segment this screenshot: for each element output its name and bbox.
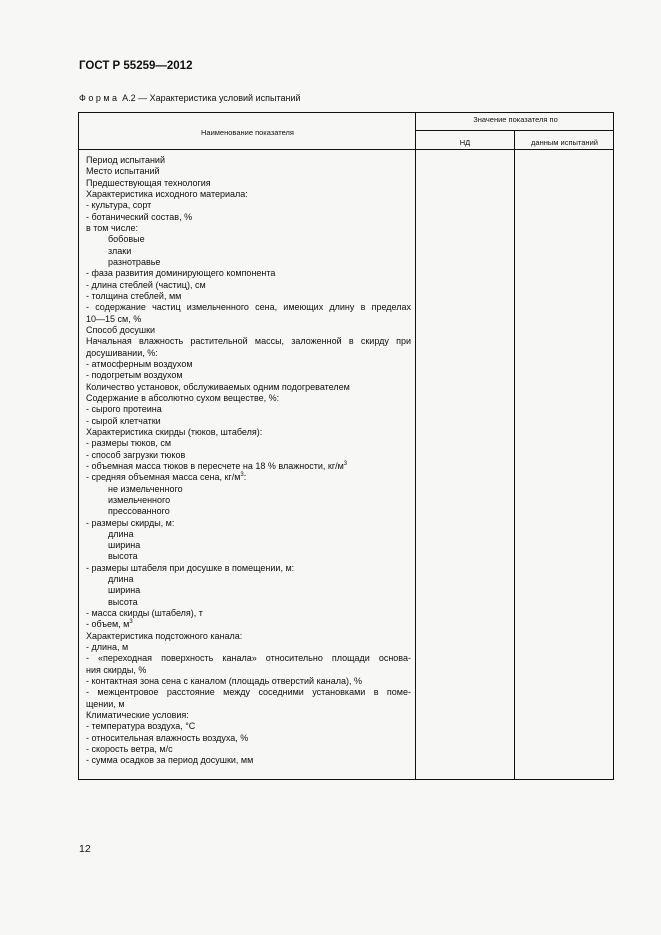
table-row [86,676,411,687]
table-row [86,687,411,698]
table-row [86,472,411,483]
row-text: Характеристика исходного материала: [86,188,248,199]
column-divider-name [415,113,416,779]
row-text: - средняя объемная масса сена, кг/м [86,472,241,483]
table-row [86,268,411,279]
row-text: 10—15 см, % [86,313,142,324]
row-text: Предшествующая технология [86,177,211,188]
row-text: длина [108,528,134,539]
row-text: ширина [108,540,141,551]
row-text: - толщина стеблей, мм [86,290,182,301]
table-row [86,721,411,732]
table-row [86,755,411,766]
row-text: прессованного [108,506,170,517]
row-text: Период испытаний [86,155,165,165]
row-text: - ботанический состав, % [86,211,193,222]
row-text: - межцентровое расстояние между соседними установками в поме- [86,687,411,698]
table-row [86,280,411,291]
row-text: - фаза развития доминирующего компонента [86,268,276,279]
row-text: - «переходная поверхность канала» относительно площади основа- [86,653,411,664]
row-text: высота [108,596,138,607]
table-row [86,370,411,381]
row-text: - размеры штабеля при досушке в помещении, м: [86,562,295,573]
row-tail: : [243,472,247,483]
table-row [86,574,411,585]
row-text: в том числе: [86,222,138,233]
table-row [86,563,411,574]
table-row [86,393,411,404]
page-number: 12 [79,843,91,855]
table-row [86,404,411,415]
form-prefix: Форма [79,93,120,103]
row-text: Способ досушки [86,324,156,335]
column-header-name: Наименование показателя [201,127,294,137]
row-text: Климатические условия: [86,710,189,721]
row-text: злаки [108,245,132,256]
conditions-table [78,112,614,780]
table-row [86,484,411,495]
column-header-values: Значение показателя по [473,115,558,124]
table-row [86,200,411,211]
row-text: Количество установок, обслуживаемых одним подогревателем [86,381,350,392]
table-row [86,699,411,710]
row-text: разнотравье [108,256,161,267]
table-row [86,336,411,347]
row-text: - длина стеблей (частиц), см [86,279,206,290]
table-row [86,518,411,529]
row-text: - размеры скирды, м: [86,517,175,528]
column-header-test-data: данным испытаний [531,138,598,147]
header-subdivider [416,130,613,131]
table-row [86,665,411,676]
table-row [86,619,411,630]
row-text: Характеристика скирды (тюков, штабеля): [86,426,263,437]
row-text: - культура, сорт [86,200,152,211]
row-text: - длина, м [86,642,129,653]
table-row [86,744,411,755]
table-row [86,506,411,517]
table-row [86,382,411,393]
table-row [86,416,411,427]
table-row [86,710,411,721]
row-text: - контактная зона сена с каналом (площадь отверстий канала), % [86,676,362,687]
table-row [86,551,411,562]
row-text: Содержание в абсолютно сухом веществе, %: [86,392,280,403]
table-row [86,166,411,177]
table-row [86,529,411,540]
table-row [86,450,411,461]
table-row [86,291,411,302]
row-text: - подогретым воздухом [86,370,183,381]
table-row [86,359,411,370]
table-row [86,212,411,223]
table-row [86,314,411,325]
table-row [86,189,411,200]
table-row [86,257,411,268]
table-row [86,438,411,449]
table-row [86,733,411,744]
row-text: - сырого протеина [86,404,162,415]
row-text: - содержание частиц измельченного сена, имеющих длину в пределах [86,302,411,313]
row-text: - сумма осадков за период досушки, мм [86,755,254,766]
row-text: длина [108,574,134,585]
row-text: ширина [108,585,141,596]
table-row [86,631,411,642]
row-superscript: 3 [343,460,348,467]
table-row [86,246,411,257]
row-superscript: 3 [240,472,244,479]
table-row [86,178,411,189]
row-text: - размеры тюков, см [86,438,172,449]
row-text: - скорость ветра, м/с [86,744,173,755]
table-row [86,597,411,608]
row-text: - атмосферным воздухом [86,358,193,369]
table-row [86,585,411,596]
table-row [86,540,411,551]
row-superscript: 3 [129,619,133,626]
table-row [86,608,411,619]
form-caption [79,93,301,103]
table-row [86,461,411,472]
row-text: - сырой клетчатки [86,415,161,426]
table-row [86,427,411,438]
document-header: ГОСТ Р 55259—2012 [79,60,193,72]
table-row [86,155,411,166]
row-text: щении, м [86,698,125,709]
row-text: бобовые [108,234,145,245]
row-text: ния скирды, % [86,664,147,675]
row-text: не измельченного [108,483,183,494]
table-row [86,653,411,664]
row-text: досушивании, %: [86,347,158,358]
row-text: - относительная влажность воздуха, % [86,732,249,743]
indicator-list [86,155,411,767]
row-text: - масса скирды (штабеля), т [86,608,203,619]
table-row [86,495,411,506]
row-text: - объем, м [86,619,130,630]
table-row [86,223,411,234]
row-text: - температура воздуха, °С [86,721,196,732]
column-header-nd: НД [459,138,471,147]
table-row [86,325,411,336]
row-text: высота [108,551,138,562]
table-row [86,302,411,313]
table-row [86,234,411,245]
row-text: - способ загрузки тюков [86,449,186,460]
table-row [86,642,411,653]
row-text: - объемная масса тюков в пересчете на 18 % влажности, кг/м [86,460,344,471]
column-divider-values [514,131,515,779]
row-text: Начальная влажность растительной массы, заложенной в скирду при [86,336,411,347]
row-text: Характеристика подстожного канала: [86,630,243,641]
table-row [86,348,411,359]
row-text: измельченного [108,494,171,505]
row-text: Место испытаний [86,166,160,177]
form-title: А.2 — Характеристика условий испытаний [122,93,301,103]
